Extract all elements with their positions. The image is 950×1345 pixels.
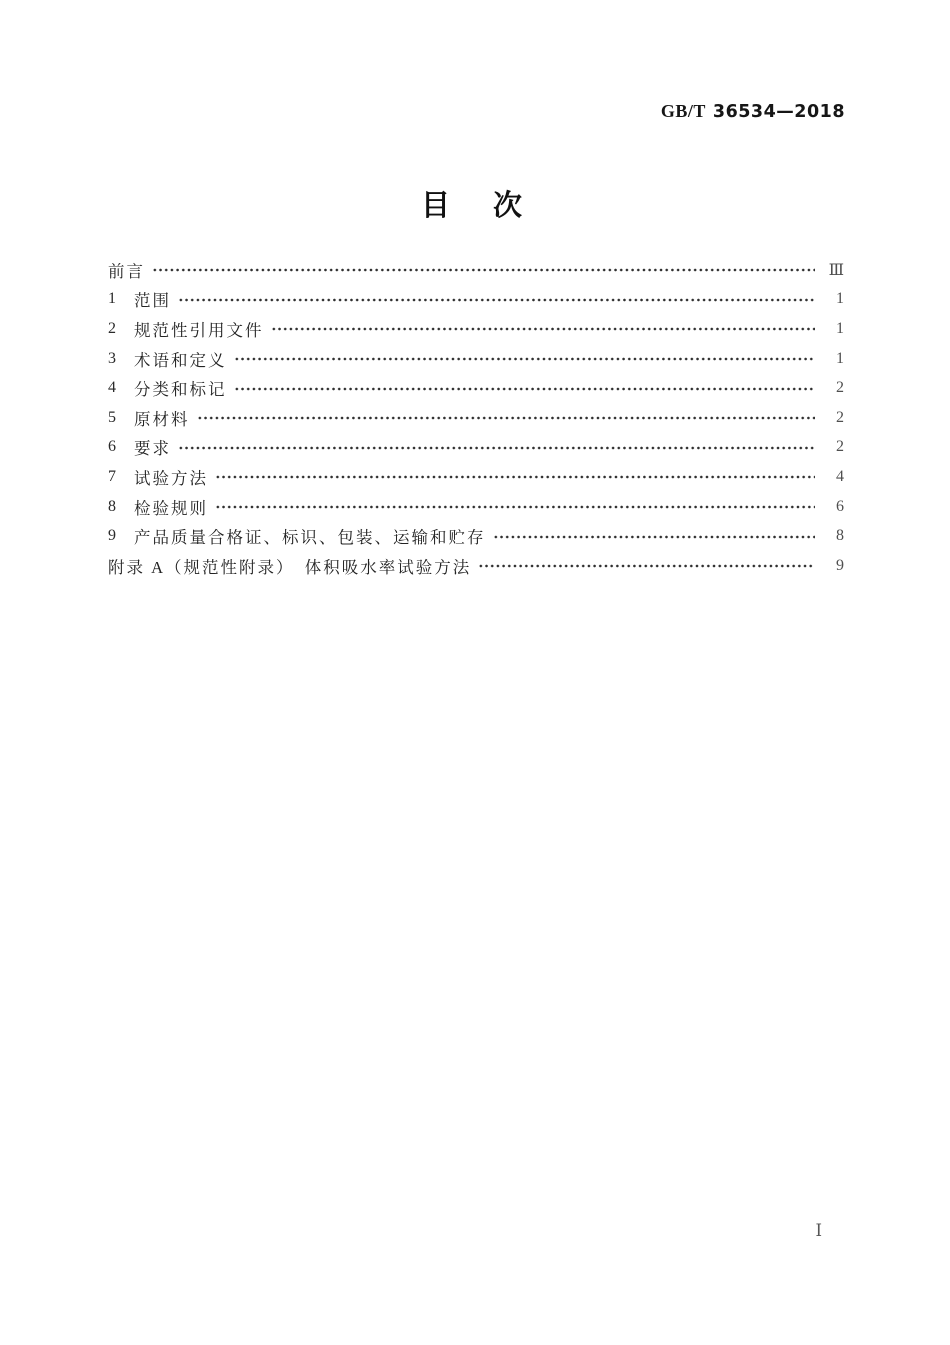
standard-code-prefix: GB/T — [660, 101, 706, 121]
toc-entry-label: 分类和标记 — [134, 380, 227, 400]
toc-entry-label: 试验方法 — [134, 468, 208, 488]
toc-entry-label: 原材料 — [134, 409, 190, 429]
toc-entry — [108, 551, 844, 581]
toc-entry-number: 5 — [108, 408, 116, 426]
toc-entry-page: 9 — [836, 556, 844, 574]
toc-entry — [108, 521, 844, 551]
dot-leader — [234, 373, 816, 403]
page-number-folio: Ⅰ — [815, 1221, 822, 1240]
toc-entry-label: 术语和定义 — [134, 350, 227, 370]
standard-code — [661, 101, 845, 122]
toc-entry — [108, 403, 844, 433]
toc-entry-label: 检验规则 — [134, 498, 208, 518]
dot-leader — [215, 492, 815, 522]
toc-entry-label: 要求 — [134, 439, 171, 459]
toc-entry-number: 6 — [108, 438, 116, 456]
toc-entry-number: 9 — [108, 527, 116, 545]
toc-entry-page: 2 — [836, 438, 844, 456]
toc-entry-number: 8 — [108, 497, 116, 515]
toc-entry-page: 1 — [836, 290, 844, 308]
toc-entry-label: 规范性引用文件 — [134, 320, 264, 340]
toc-entry — [108, 255, 844, 285]
toc-entry-label: 产品质量合格证、标识、包装、运输和贮存 — [134, 528, 486, 548]
toc-entry-page: 2 — [836, 408, 844, 426]
dot-leader — [215, 462, 815, 492]
toc-entry-page: 2 — [836, 379, 844, 397]
toc-entry — [108, 462, 844, 492]
toc-entry-page: 8 — [836, 527, 844, 545]
dot-leader — [493, 521, 816, 551]
dot-leader — [271, 314, 816, 344]
toc-entry-label: 前言 — [108, 261, 145, 281]
standard-code-number: 36534—2018 — [712, 102, 845, 122]
dot-leader — [178, 285, 815, 315]
toc-title: 目 次 — [420, 190, 529, 222]
toc-list — [108, 255, 844, 581]
toc-entry-page: Ⅲ — [828, 261, 844, 279]
toc-entry-number: 7 — [108, 467, 116, 485]
toc-entry — [108, 314, 844, 344]
toc-entry-page: 6 — [836, 497, 844, 515]
toc-entry-number: 3 — [108, 349, 116, 367]
toc-entry-number: 2 — [108, 319, 116, 337]
toc-entry — [108, 373, 844, 403]
dot-leader — [197, 403, 816, 433]
toc-entry-label: 附录 A（规范性附录） 体积吸水率试验方法 — [108, 557, 472, 577]
toc-entry-number: 4 — [108, 379, 116, 397]
toc-entry-label: 范围 — [134, 291, 171, 311]
toc-entry — [108, 285, 844, 315]
dot-leader — [234, 344, 816, 374]
toc-entry — [108, 492, 844, 522]
toc-entry — [108, 433, 844, 463]
dot-leader — [478, 551, 815, 581]
toc-entry-number: 1 — [108, 290, 116, 308]
toc-entry-page: 1 — [836, 349, 844, 367]
toc-entry-page: 1 — [836, 319, 844, 337]
dot-leader — [152, 255, 815, 285]
toc-entry-page: 4 — [836, 467, 844, 485]
toc-entry — [108, 344, 844, 374]
dot-leader — [178, 433, 815, 463]
